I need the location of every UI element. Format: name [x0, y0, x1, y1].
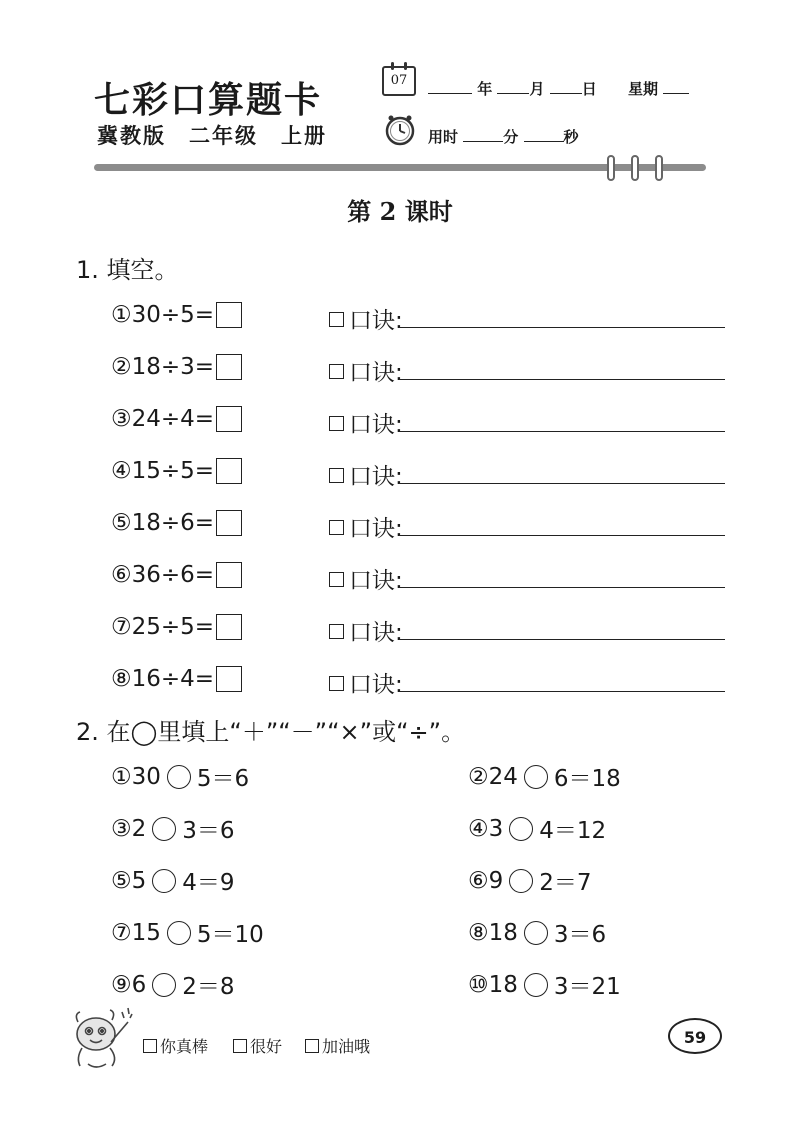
answer-box[interactable] — [216, 302, 242, 328]
eval-great-label: 你真棒 — [160, 1037, 209, 1056]
koujue-answer-line[interactable] — [399, 535, 725, 536]
section1-title: 1. 填空。 — [76, 256, 179, 284]
operator-circle[interactable] — [524, 765, 548, 789]
seconds-label: 秒 — [563, 128, 579, 146]
expression-text: 30÷5= — [131, 302, 215, 328]
left-operand: 18 — [488, 971, 518, 998]
operator-circle[interactable] — [509, 817, 533, 841]
fill-item-row — [111, 452, 731, 492]
checkbox-icon[interactable] — [233, 1039, 247, 1053]
page-number: 59 — [668, 1018, 722, 1054]
item-number: ② — [468, 763, 489, 790]
operator-circle[interactable] — [524, 973, 548, 997]
operator-item — [111, 916, 264, 949]
operator-item — [111, 864, 235, 897]
item-number: ③ — [111, 815, 132, 842]
clock-icon — [384, 114, 416, 146]
item-number: ⑦ — [111, 614, 132, 640]
operator-circle[interactable] — [509, 869, 533, 893]
operator-item — [468, 864, 592, 897]
left-operand: 18 — [488, 919, 518, 946]
division-expression — [111, 614, 242, 640]
day-blank[interactable] — [550, 79, 582, 94]
eval-good-label: 很好 — [250, 1037, 283, 1056]
left-operand: 5 — [131, 867, 147, 894]
left-operand: 15 — [131, 919, 161, 946]
right-side: 4＝12 — [539, 818, 607, 844]
fill-item-row — [111, 608, 731, 648]
operator-item — [111, 812, 235, 845]
binder-rings-icon — [600, 154, 670, 182]
expression-text: 16÷4= — [131, 666, 215, 692]
item-number: ② — [111, 354, 132, 380]
koujue-label — [329, 354, 403, 387]
answer-box[interactable] — [216, 354, 242, 380]
koujue-box — [329, 312, 344, 327]
item-number: ③ — [111, 406, 132, 432]
koujue-box — [329, 572, 344, 587]
division-expression — [111, 510, 242, 536]
time-used-label: 用时 — [428, 128, 459, 146]
item-number: ⑤ — [111, 510, 132, 536]
answer-box[interactable] — [216, 406, 242, 432]
weekday-blank[interactable] — [663, 79, 689, 94]
item-number: ① — [111, 763, 132, 790]
item-number: ⑧ — [468, 919, 489, 946]
left-operand: 9 — [488, 867, 504, 894]
koujue-box — [329, 416, 344, 431]
koujue-label — [329, 302, 403, 335]
koujue-answer-line[interactable] — [399, 691, 725, 692]
answer-box[interactable] — [216, 562, 242, 588]
expression-text: 24÷4= — [131, 406, 215, 432]
eval-keep-going[interactable] — [305, 1034, 370, 1057]
operator-circle[interactable] — [152, 973, 176, 997]
koujue-box — [329, 364, 344, 379]
koujue-answer-line[interactable] — [399, 639, 725, 640]
koujue-answer-line[interactable] — [399, 431, 725, 432]
koujue-box — [329, 520, 344, 535]
weekday-label: 星期 — [627, 80, 658, 98]
calendar-day: 07 — [390, 73, 408, 88]
left-operand: 2 — [131, 815, 147, 842]
answer-box[interactable] — [216, 614, 242, 640]
koujue-answer-line[interactable] — [399, 327, 725, 328]
item-number: ⑦ — [111, 919, 132, 946]
checkbox-icon[interactable] — [143, 1039, 157, 1053]
right-side: 6＝18 — [553, 766, 621, 792]
koujue-box — [329, 676, 344, 691]
operator-item — [468, 812, 606, 845]
expression-text: 18÷3= — [131, 354, 215, 380]
mascot-icon — [66, 1002, 140, 1072]
time-fields — [428, 126, 579, 147]
item-number: ⑤ — [111, 867, 132, 894]
item-number: ① — [111, 302, 132, 328]
koujue-box — [329, 468, 344, 483]
fill-item-row — [111, 556, 731, 596]
answer-box[interactable] — [216, 666, 242, 692]
section2-title: 2. 在◯里填上“＋”“－”“×”或“÷”。 — [76, 718, 466, 746]
brand-title: 七彩口算题卡 — [94, 80, 323, 121]
koujue-text: 口诀: — [349, 568, 403, 594]
fill-item-row — [111, 660, 731, 700]
right-side: 3＝21 — [553, 974, 621, 1000]
right-side: 5＝6 — [196, 766, 250, 792]
division-expression — [111, 458, 242, 484]
eval-keep-going-label: 加油哦 — [322, 1037, 371, 1056]
koujue-answer-line[interactable] — [399, 587, 725, 588]
item-number: ④ — [468, 815, 489, 842]
fill-item-row — [111, 504, 731, 544]
koujue-text: 口诀: — [349, 464, 403, 490]
seconds-blank[interactable] — [524, 127, 564, 142]
operator-circle[interactable] — [167, 765, 191, 789]
koujue-label — [329, 458, 403, 491]
koujue-answer-line[interactable] — [399, 379, 725, 380]
operator-item — [111, 760, 249, 793]
koujue-text: 口诀: — [349, 516, 403, 542]
edition-subtitle: 冀教版 二年级 上册 — [97, 124, 327, 148]
koujue-text: 口诀: — [349, 672, 403, 698]
answer-box[interactable] — [216, 458, 242, 484]
left-operand: 30 — [131, 763, 161, 790]
division-expression — [111, 666, 242, 692]
koujue-label — [329, 406, 403, 439]
month-blank[interactable] — [497, 79, 529, 94]
item-number: ⑥ — [468, 867, 489, 894]
koujue-text: 口诀: — [349, 308, 403, 334]
answer-box[interactable] — [216, 510, 242, 536]
eval-good[interactable] — [233, 1034, 282, 1057]
right-side: 4＝9 — [182, 870, 235, 896]
expression-text: 18÷6= — [131, 510, 215, 536]
item-number: ⑧ — [111, 666, 132, 692]
right-side: 3＝6 — [553, 922, 607, 948]
right-side: 2＝8 — [182, 974, 235, 1000]
day-label: 日 — [581, 80, 597, 98]
left-operand: 24 — [488, 763, 518, 790]
koujue-answer-line[interactable] — [399, 483, 725, 484]
left-operand: 6 — [131, 971, 147, 998]
koujue-label — [329, 614, 403, 647]
lesson-title: 第 2 课时 — [347, 197, 453, 226]
item-number: ④ — [111, 458, 132, 484]
date-fields — [428, 78, 689, 99]
right-side: 2＝7 — [539, 870, 592, 896]
expression-text: 25÷5= — [131, 614, 215, 640]
division-expression — [111, 302, 242, 328]
operator-circle[interactable] — [152, 869, 176, 893]
item-number: ⑩ — [468, 971, 489, 998]
division-expression — [111, 562, 242, 588]
fill-item-row — [111, 400, 731, 440]
koujue-text: 口诀: — [349, 620, 403, 646]
fill-item-row — [111, 348, 731, 388]
operator-item — [468, 968, 621, 1001]
year-blank[interactable] — [428, 79, 472, 94]
operator-item — [111, 968, 235, 1001]
operator-item — [468, 916, 606, 949]
month-label: 月 — [529, 80, 545, 98]
operator-circle[interactable] — [152, 817, 176, 841]
right-side: 5＝10 — [196, 922, 264, 948]
item-number: ⑥ — [111, 562, 132, 588]
right-side: 3＝6 — [182, 818, 235, 844]
fill-item-row — [111, 296, 731, 336]
koujue-label — [329, 666, 403, 699]
expression-text: 15÷5= — [131, 458, 215, 484]
operator-circle[interactable] — [167, 921, 191, 945]
left-operand: 3 — [488, 815, 504, 842]
item-number: ⑨ — [111, 971, 132, 998]
division-expression — [111, 354, 242, 380]
operator-item — [468, 760, 621, 793]
koujue-text: 口诀: — [349, 412, 403, 438]
koujue-label — [329, 510, 403, 543]
minutes-label: 分 — [503, 128, 519, 146]
koujue-text: 口诀: — [349, 360, 403, 386]
koujue-box — [329, 624, 344, 639]
checkbox-icon[interactable] — [305, 1039, 319, 1053]
operator-circle[interactable] — [524, 921, 548, 945]
year-label: 年 — [477, 80, 493, 98]
division-expression — [111, 406, 242, 432]
expression-text: 36÷6= — [131, 562, 215, 588]
eval-great[interactable] — [143, 1034, 208, 1057]
calendar-icon — [382, 66, 416, 96]
minutes-blank[interactable] — [463, 127, 503, 142]
koujue-label — [329, 562, 403, 595]
